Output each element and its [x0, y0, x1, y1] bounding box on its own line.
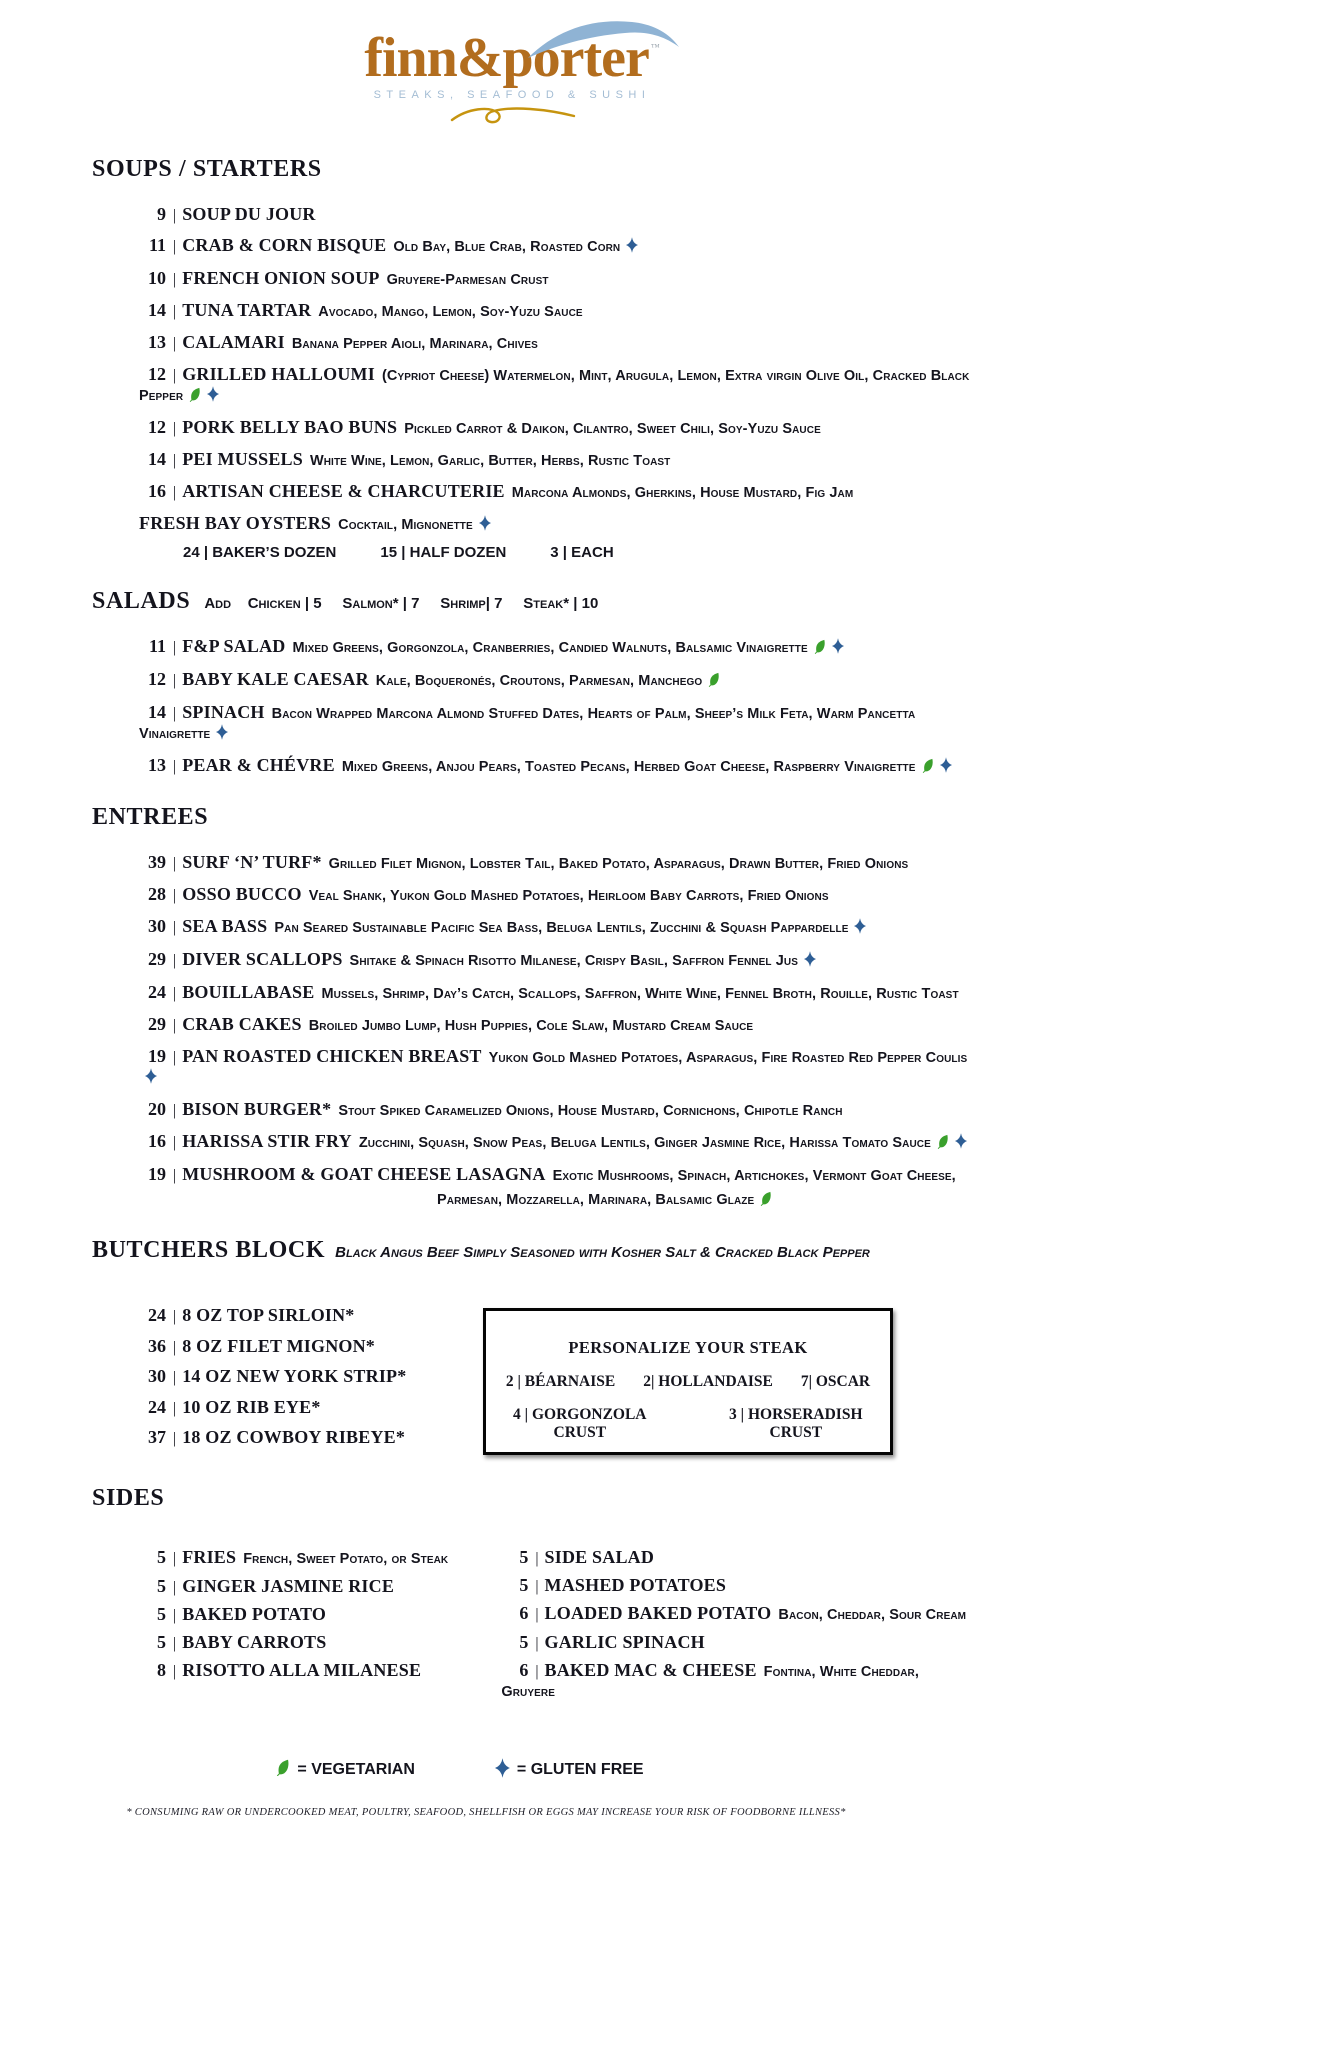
steak-topping-option: 4 | GORGONZOLA CRUST [513, 1406, 647, 1441]
price-separator: | [535, 1634, 539, 1652]
price-separator: | [173, 1308, 177, 1325]
consumer-advisory: * CONSUMING RAW OR UNDERCOOKED MEAT, POULTRY, SEAFOOD, SHELLFISH OR EGGS MAY INCREASE YOUR RISK OF FOODBORNE ILLNESS* [126, 1806, 846, 1818]
gluten-free-star-icon [207, 386, 219, 407]
item-description: Pan Seared Sustainable Pacific Sea Bass, Beluga Lentils, Zucchini & Squash Pappardelle [274, 920, 849, 936]
item-price: 10 [148, 268, 166, 288]
section-header [92, 1237, 972, 1264]
menu-item [139, 1015, 972, 1036]
vegetarian-leaf-icon [922, 758, 934, 778]
item-price: 5 [157, 1603, 166, 1624]
section-header [92, 588, 972, 615]
item-price: 24 [148, 1305, 166, 1325]
sides-column [501, 1548, 972, 1710]
menu-item [501, 1576, 972, 1596]
gluten-free-star-icon [955, 1133, 967, 1154]
price-separator: | [535, 1605, 539, 1623]
section-header [92, 156, 972, 183]
legend-gluten-free [495, 1758, 644, 1783]
item-description: Broiled Jumbo Lump, Hush Puppies, Cole Slaw, Mustard Cream Sauce [308, 1018, 754, 1034]
item-price: 39 [148, 852, 166, 872]
salad-additions: Add Chicken | 5 Salmon* | 7 Shrimp| 7 Steak* | 10 [204, 595, 599, 612]
gluten-free-star-icon [854, 918, 866, 939]
menu-item [139, 1398, 483, 1418]
item-price: 6 [519, 1602, 529, 1623]
section-entrees [92, 804, 972, 1211]
item-name: 10 OZ RIB EYE* [182, 1396, 321, 1417]
item-name: BISON BURGER* [182, 1099, 332, 1119]
gluten-free-star-icon [145, 1068, 157, 1089]
item-name: CALAMARI [182, 332, 285, 352]
item-description: Veal Shank, Yukon Gold Mashed Potatoes, Heirloom Baby Carrots, Fried Onions [308, 888, 829, 904]
menu-item [139, 950, 972, 972]
price-separator: | [173, 303, 177, 320]
legend [20, 1758, 900, 1783]
logo-tagline: STEAKS, SEAFOOD & SUSHI [373, 89, 651, 101]
price-separator: | [173, 1430, 177, 1447]
section-header [92, 1485, 972, 1512]
item-price: 20 [148, 1099, 166, 1119]
item-name: 8 OZ TOP SIRLOIN* [182, 1305, 355, 1325]
item-description: French, Sweet Potato, or Steak [243, 1550, 449, 1567]
item-price: 28 [148, 884, 166, 904]
item-price: 5 [157, 1575, 166, 1596]
steak-box-title: PERSONALIZE YOUR STEAK [568, 1338, 808, 1357]
item-name: GARLIC SPINACH [544, 1631, 705, 1652]
price-separator: | [535, 1662, 539, 1680]
menu-item [139, 1661, 501, 1681]
restaurant-logo [72, 27, 952, 130]
steak-list [92, 1306, 483, 1459]
item-description: Old Bay, Blue Crab, Roasted Corn [393, 239, 621, 255]
price-separator: | [173, 758, 177, 775]
price-separator: | [535, 1549, 539, 1567]
menu-item [139, 670, 972, 692]
item-name: FRIES [182, 1546, 237, 1567]
item-price: 5 [519, 1631, 529, 1652]
item-description: Grilled Filet Mignon, Lobster Tail, Baked Potato, Asparagus, Drawn Butter, Fried Onions [328, 856, 909, 872]
price-separator: | [173, 952, 177, 969]
item-description: Stout Spiked Caramelized Onions, House Mustard, Cornichons, Chipotle Ranch [338, 1103, 843, 1119]
section-soups [92, 156, 972, 562]
item-price: 30 [148, 1366, 166, 1386]
price-separator: | [173, 1399, 177, 1417]
item-name: CRAB CAKES [182, 1014, 302, 1034]
vegetarian-leaf-icon [937, 1134, 949, 1154]
section-title: SALADS [92, 588, 191, 614]
price-separator: | [173, 1167, 177, 1184]
price-separator: | [173, 271, 177, 288]
item-name: BOUILLABASE [182, 982, 315, 1002]
item-price: 19 [148, 1046, 166, 1066]
item-description-line2 [437, 1190, 972, 1211]
menu-item [501, 1633, 972, 1653]
item-name: PAN ROASTED CHICKEN BREAST [182, 1046, 482, 1066]
price-separator: | [173, 855, 177, 872]
item-price: 13 [148, 332, 166, 352]
price-separator: | [535, 1577, 539, 1595]
steak-topping-option: 3 | HORSERADISH CRUST [729, 1406, 863, 1441]
steak-topping-option: 2| HOLLANDAISE [643, 1373, 773, 1390]
menu-item [139, 1100, 972, 1121]
menu-item [139, 917, 972, 939]
menu-item [139, 1337, 483, 1357]
item-price: 5 [519, 1546, 529, 1567]
menu-item [139, 1165, 972, 1211]
item-description: Bacon Wrapped Marcona Almond Stuffed Dates, Hearts of Palm, Sheep’s Milk Feta, Warm Pancetta Vinaigrette [139, 706, 916, 742]
price-separator: | [173, 1578, 177, 1596]
section-butchers [92, 1237, 972, 1459]
menu-item [139, 1132, 972, 1154]
item-name: SOUP DU JOUR [182, 204, 316, 224]
oyster-pricing [183, 543, 972, 562]
item-name: BABY CARROTS [182, 1631, 327, 1652]
steak-box-options-row [486, 1373, 890, 1391]
item-name: TUNA TARTAR [182, 300, 312, 320]
item-price: 24 [148, 1396, 166, 1417]
menu-item [139, 1428, 483, 1448]
item-price: 14 [148, 702, 166, 722]
menu-item [139, 1577, 501, 1597]
item-name: OSSO BUCCO [182, 884, 302, 904]
price-separator: | [173, 420, 177, 437]
item-description: Banana Pepper Aioli, Marinara, Chives [291, 336, 538, 352]
price-separator: | [173, 1102, 177, 1119]
item-name: MASHED POTATOES [544, 1574, 727, 1595]
logo-swirl-icon [446, 104, 578, 130]
sides-columns [92, 1548, 972, 1710]
item-name: PEAR & CHÉVRE [182, 755, 335, 775]
price-separator: | [173, 985, 177, 1002]
item-description: Avocado, Mango, Lemon, Soy-Yuzu Sauce [318, 304, 583, 320]
steak-box-options-row [486, 1406, 890, 1442]
menu-item [139, 1548, 501, 1569]
item-description: Exotic Mushrooms, Spinach, Artichokes, Vermont Goat Cheese, [552, 1168, 956, 1184]
item-price: 16 [148, 1131, 166, 1151]
menu-item [139, 365, 972, 407]
price-separator: | [173, 672, 177, 689]
item-description: Yukon Gold Mashed Potatoes, Asparagus, Fire Roasted Red Pepper Coulis [488, 1050, 968, 1066]
item-price: 11 [148, 235, 166, 255]
menu-item [139, 450, 972, 471]
butchers-row [92, 1306, 972, 1459]
menu-item [139, 205, 972, 225]
item-price: 30 [148, 916, 166, 936]
sides-column [139, 1548, 501, 1710]
price-separator: | [173, 919, 177, 936]
vegetarian-leaf-icon [708, 672, 720, 692]
item-description: Parmesan, Mozzarella, Marinara, Balsamic Glaze [437, 1192, 755, 1208]
item-name: LOADED BAKED POTATO [544, 1602, 772, 1623]
item-price: 19 [148, 1164, 166, 1184]
menu-item [139, 333, 972, 354]
menu-item [139, 301, 972, 322]
section-salads [92, 588, 972, 778]
item-name: DIVER SCALLOPS [182, 949, 343, 969]
steak-topping-option: 2 | BÉARNAISE [505, 1373, 616, 1390]
item-name: BAKED MAC & CHEESE [544, 1659, 757, 1680]
legend-vegetarian [276, 1758, 415, 1783]
menu-item [501, 1661, 972, 1702]
price-separator: | [173, 367, 177, 384]
price-separator: | [173, 238, 177, 255]
item-description: Mixed Greens, Gorgonzola, Cranberries, Candied Walnuts, Balsamic Vinaigrette [292, 640, 808, 656]
legend-gluten-free-label: = GLUTEN FREE [516, 1761, 644, 1778]
item-description: Mixed Greens, Anjou Pears, Toasted Pecans, Herbed Goat Cheese, Raspberry Vinaigrette [341, 759, 916, 775]
price-separator: | [173, 207, 177, 224]
item-name: GRILLED HALLOUMI [182, 364, 375, 384]
item-price: 12 [148, 669, 166, 689]
item-description: Zucchini, Squash, Snow Peas, Beluga Lentils, Ginger Jasmine Rice, Harissa Tomato Sauce [358, 1135, 931, 1151]
item-description: Shitake & Spinach Risotto Milanese, Crispy Basil, Saffron Fennel Jus [349, 953, 798, 969]
item-price: 9 [157, 204, 166, 224]
section-sides [92, 1485, 972, 1710]
section-title: BUTCHERS BLOCK [92, 1237, 326, 1263]
menu-item [139, 756, 972, 778]
menu-item [139, 637, 972, 659]
menu-item [139, 1047, 972, 1089]
menu-item [139, 482, 972, 503]
gluten-free-star-icon [479, 515, 491, 536]
menu-item [501, 1604, 972, 1625]
personalize-steak-box [483, 1308, 893, 1455]
item-price: 24 [148, 982, 166, 1002]
item-price: 5 [157, 1631, 166, 1652]
item-description: Pickled Carrot & Daikon, Cilantro, Sweet Chili, Soy-Yuzu Sauce [404, 421, 821, 437]
item-price: 29 [148, 949, 166, 969]
price-separator: | [173, 1134, 177, 1151]
item-price: 14 [148, 300, 166, 320]
menu-item [501, 1548, 972, 1568]
item-name: 18 OZ COWBOY RIBEYE* [182, 1427, 406, 1447]
item-name: 14 OZ NEW YORK STRIP* [182, 1366, 407, 1386]
section-title: ENTREES [92, 804, 209, 830]
item-price: 14 [148, 449, 166, 469]
item-name: MUSHROOM & GOAT CHEESE LASAGNA [182, 1164, 546, 1184]
item-description: Kale, Boqueronés, Croutons, Parmesan, Manchego [375, 673, 703, 689]
item-name: CRAB & CORN BISQUE [182, 235, 387, 255]
item-name: SURF ‘N’ TURF* [182, 852, 322, 872]
item-price: 5 [519, 1574, 529, 1595]
item-name: RISOTTO ALLA MILANESE [182, 1659, 422, 1680]
item-name: FRENCH ONION SOUP [182, 268, 380, 288]
menu-item [139, 1633, 501, 1653]
item-price: 8 [157, 1659, 166, 1680]
price-separator: | [173, 335, 177, 352]
oyster-price-option: 15 | HALF DOZEN [380, 544, 507, 561]
item-name: BABY KALE CAESAR [182, 669, 369, 689]
menu-item [139, 269, 972, 290]
oyster-price-option: 3 | EACH [550, 544, 614, 561]
item-price: 5 [157, 1546, 166, 1567]
price-separator: | [173, 1369, 177, 1386]
section-header [92, 804, 972, 831]
logo-wave-icon [526, 18, 684, 62]
item-name: BAKED POTATO [182, 1603, 327, 1624]
price-separator: | [173, 1606, 177, 1624]
section-title: SIDES [92, 1484, 165, 1511]
item-price: 36 [148, 1335, 166, 1356]
menu-item [139, 885, 972, 906]
item-name: 8 OZ FILET MIGNON* [182, 1335, 375, 1356]
item-price: 37 [148, 1427, 166, 1447]
gluten-free-star-icon [216, 724, 228, 745]
oyster-price-option: 24 | BAKER’S DOZEN [183, 544, 337, 561]
item-price: 12 [148, 364, 166, 384]
gluten-free-star-icon [940, 757, 952, 778]
item-description: Gruyere-Parmesan Crust [386, 272, 549, 288]
price-separator: | [173, 1017, 177, 1034]
menu-item [139, 1306, 483, 1326]
item-description: Fontina, White Cheddar, Gruyere [501, 1663, 919, 1700]
trademark-symbol: ™ [650, 42, 660, 52]
menu-item [139, 236, 972, 258]
item-price: 12 [148, 417, 166, 437]
item-description: Cocktail, Mignonette [338, 517, 473, 533]
gluten-free-star-icon [832, 638, 844, 659]
item-price: 11 [148, 636, 166, 656]
price-separator: | [173, 705, 177, 722]
item-price: 13 [148, 755, 166, 775]
menu-item [139, 853, 972, 874]
vegetarian-leaf-icon [760, 1191, 772, 1211]
item-price: 16 [148, 481, 166, 501]
item-name: SIDE SALAD [544, 1546, 655, 1567]
gluten-free-star-icon [495, 1758, 510, 1783]
vegetarian-leaf-icon [189, 387, 201, 407]
menu-item [139, 514, 972, 562]
item-name: FRESH BAY OYSTERS [139, 513, 332, 533]
logo-wordmark: finn&porter ™ [364, 27, 660, 89]
price-separator: | [173, 1549, 177, 1567]
price-separator: | [173, 1634, 177, 1652]
price-separator: | [173, 639, 177, 656]
price-separator: | [173, 484, 177, 501]
item-name: GINGER JASMINE RICE [182, 1575, 395, 1596]
item-description: Marcona Almonds, Gherkins, House Mustard, Fig Jam [511, 485, 854, 501]
item-name: SPINACH [182, 702, 265, 722]
legend-vegetarian-label: = VEGETARIAN [297, 1761, 415, 1778]
item-description: Mussels, Shrimp, Day’s Catch, Scallops, Saffron, White Wine, Fennel Broth, Rouille, Rustic Toast [321, 986, 959, 1002]
menu-item [139, 703, 972, 745]
item-name: PEI MUSSELS [182, 449, 303, 469]
gluten-free-star-icon [626, 237, 638, 258]
menu-item [139, 418, 972, 439]
price-separator: | [173, 452, 177, 469]
item-price: 6 [519, 1659, 529, 1680]
item-name: ARTISAN CHEESE & CHARCUTERIE [182, 481, 505, 501]
menu-item [139, 1605, 501, 1625]
item-name: SEA BASS [182, 916, 268, 936]
item-name: PORK BELLY BAO BUNS [182, 417, 398, 437]
price-separator: | [173, 887, 177, 904]
menu-item [139, 983, 972, 1004]
section-subtitle: Black Angus Beef Simply Seasoned with Kosher Salt & Cracked Black Pepper [335, 1244, 870, 1261]
item-name: F&P SALAD [182, 636, 286, 656]
price-separator: | [173, 1049, 177, 1066]
item-name: HARISSA STIR FRY [182, 1131, 352, 1151]
price-separator: | [173, 1338, 177, 1356]
vegetarian-leaf-icon [814, 639, 826, 659]
item-price: 29 [148, 1014, 166, 1034]
item-description: White Wine, Lemon, Garlic, Butter, Herbs, Rustic Toast [309, 453, 671, 469]
menu-body [92, 156, 972, 1710]
price-separator: | [173, 1662, 177, 1680]
menu-item [139, 1367, 483, 1387]
vegetarian-leaf-icon [276, 1759, 290, 1781]
gluten-free-star-icon [804, 951, 816, 972]
item-description: (Cypriot Cheese) Watermelon, Mint, Arugula, Lemon, Extra virgin Olive Oil, Cracked Black Pepper [139, 368, 970, 404]
steak-topping-option: 7| OSCAR [800, 1373, 871, 1390]
item-description: Bacon, Cheddar, Sour Cream [778, 1606, 967, 1623]
section-title: SOUPS / STARTERS [92, 156, 322, 182]
